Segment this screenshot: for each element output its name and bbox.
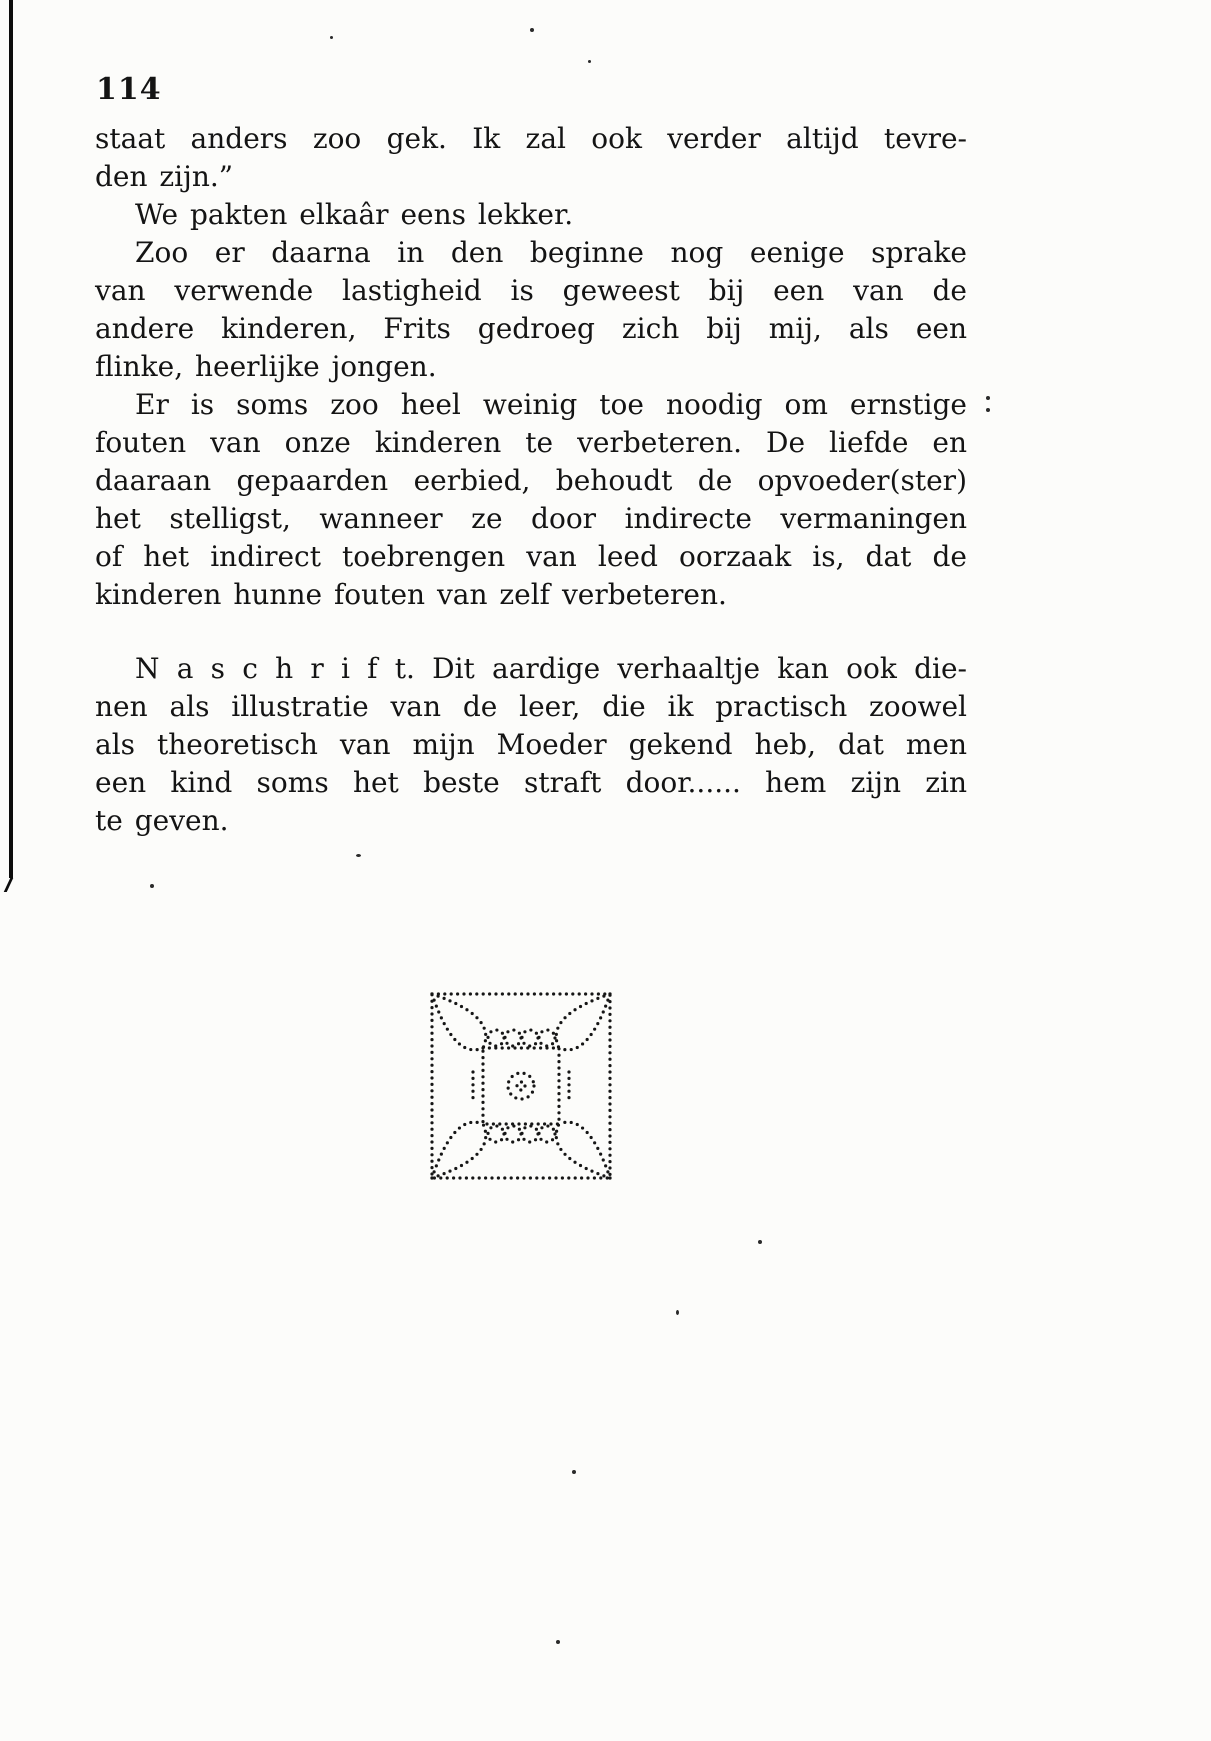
text-line: fouten van onze kinderen te verbeteren. De liefde en bbox=[95, 426, 967, 459]
text-line: daaraan gepaarden eerbied, behoudt de opvoeder(ster) bbox=[95, 464, 967, 497]
scan-speck bbox=[150, 884, 154, 888]
text-line: kinderen hunne fouten van zelf verbeteren. bbox=[95, 578, 727, 611]
text-line: van verwende lastigheid is geweest bij een van de bbox=[95, 274, 967, 307]
text-line: Zoo er daarna in den beginne nog eenige sprake bbox=[135, 236, 967, 269]
scan-speck bbox=[758, 1240, 762, 1244]
text-line: andere kinderen, Frits gedroeg zich bij mij, als een bbox=[95, 312, 967, 345]
scan-edge-line bbox=[9, 0, 13, 878]
scan-speck bbox=[588, 60, 591, 63]
paragraph bbox=[95, 120, 967, 196]
text-line: N a s c h r i f t. Dit aardige verhaaltje kan ook die- bbox=[135, 652, 967, 685]
scan-speck bbox=[676, 1310, 679, 1315]
scan-speck bbox=[556, 1640, 560, 1644]
text-line: Er is soms zoo heel weinig toe noodig om ernstige bbox=[135, 388, 967, 421]
text-line: den zijn.” bbox=[95, 160, 234, 193]
text-line: of het indirect toebrengen van leed oorzaak is, dat de bbox=[95, 540, 967, 573]
text-line: flinke, heerlijke jongen. bbox=[95, 350, 437, 383]
text-line: het stelligst, wanneer ze door indirecte vermaningen bbox=[95, 502, 967, 535]
text-line: staat anders zoo gek. Ik zal ook verder altijd tevre- bbox=[95, 122, 967, 155]
scan-speck bbox=[530, 28, 534, 32]
text-line: We pakten elkaâr eens lekker. bbox=[135, 198, 574, 231]
dotted-square-ornament-icon bbox=[426, 986, 616, 1186]
scan-speck bbox=[330, 36, 333, 39]
text-line: als theoretisch van mijn Moeder gekend heb, dat men bbox=[95, 728, 967, 761]
text-line: een kind soms het beste straft door...... hem zijn zin bbox=[95, 766, 967, 799]
text-line: nen als illustratie van de leer, die ik practisch zoowel bbox=[95, 690, 967, 723]
text-line: te geven. bbox=[95, 804, 229, 837]
body-text bbox=[95, 120, 967, 840]
scan-speck bbox=[986, 408, 990, 412]
paragraph bbox=[95, 196, 967, 234]
scan-speck bbox=[572, 1470, 576, 1474]
paragraph bbox=[95, 386, 967, 614]
paragraph bbox=[95, 650, 967, 840]
page-number: 114 bbox=[96, 72, 162, 107]
paragraph bbox=[95, 234, 967, 386]
scan-speck bbox=[986, 396, 990, 400]
scan-speck bbox=[356, 854, 361, 857]
